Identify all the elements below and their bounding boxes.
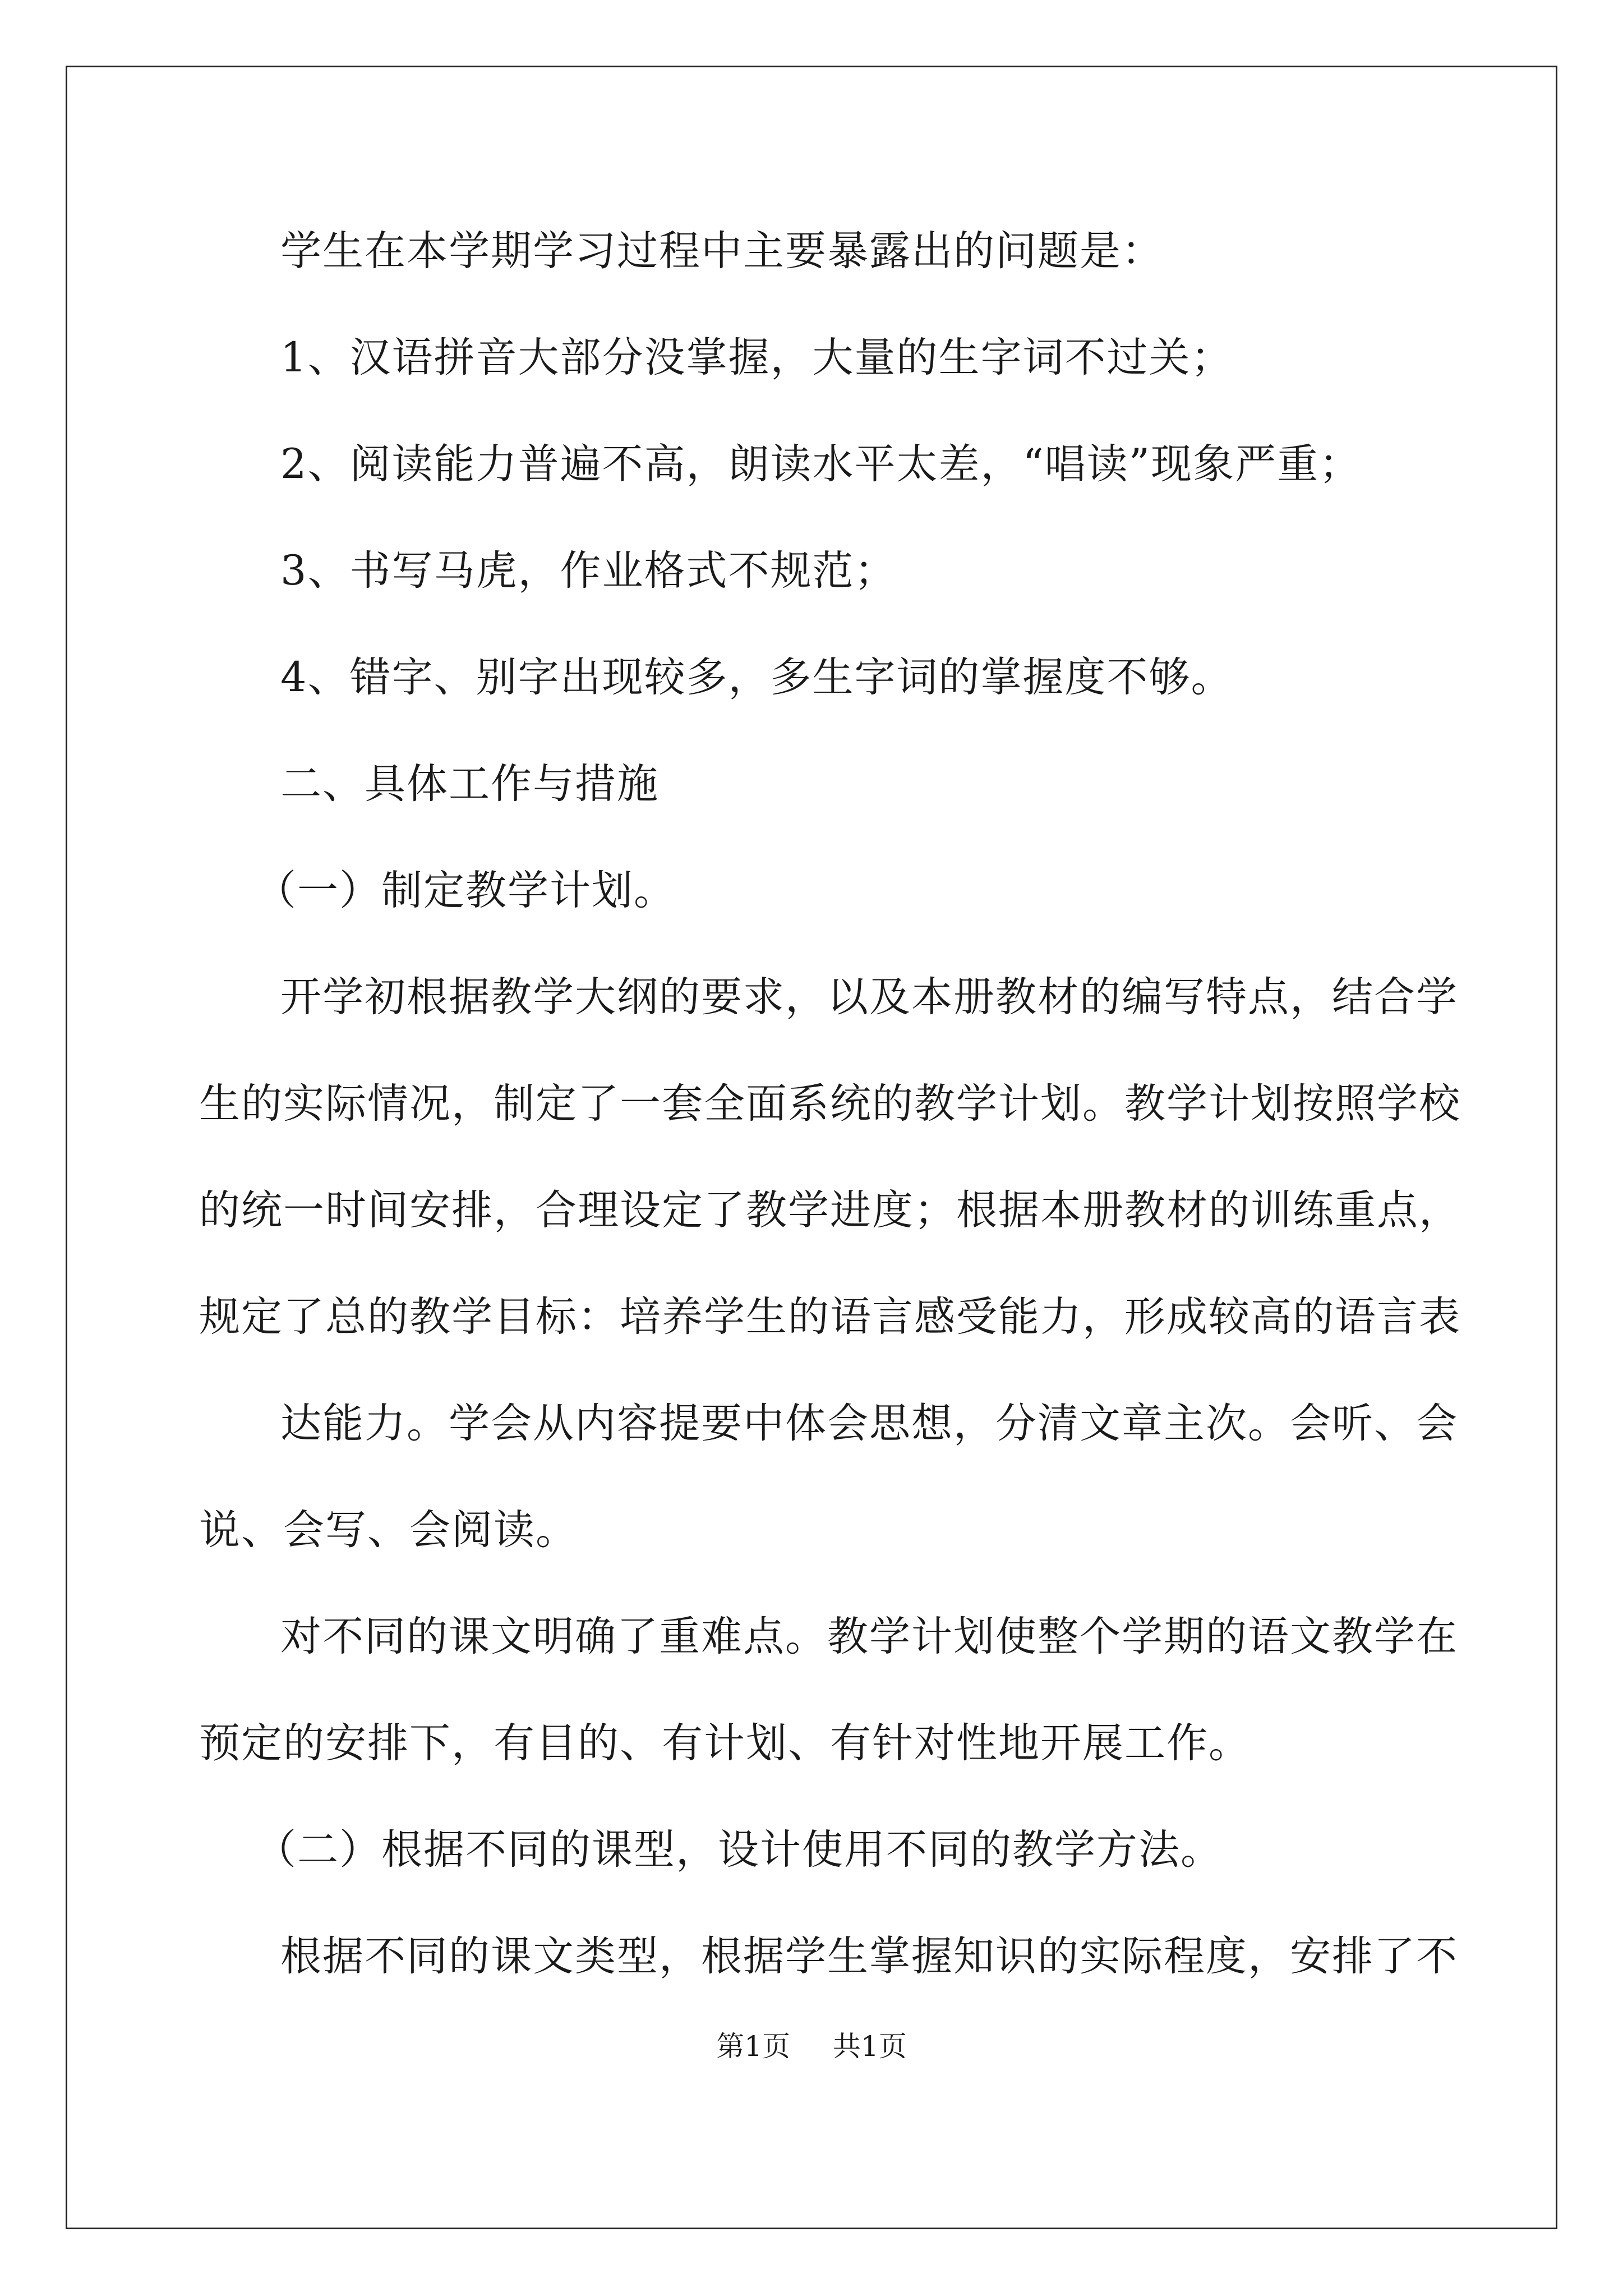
paragraph-line: 预定的安排下，有目的、有计划、有针对性地开展工作。	[199, 1719, 1251, 1767]
paragraph-line: 规定了总的教学目标：培养学生的语言感受能力，形成较高的语言表	[199, 1293, 1461, 1341]
subsection-heading: （一）制定教学计划。	[255, 867, 676, 914]
subsection-heading: （二）根据不同的课型，设计使用不同的教学方法。	[255, 1826, 1223, 1874]
list-item: 2、阅读能力普遍不高，朗读水平太差，“唱读”现象严重；	[280, 440, 1362, 488]
paragraph-line: 生的实际情况，制定了一套全面系统的教学计划。教学计划按照学校	[199, 1080, 1461, 1128]
paragraph-line: 对不同的课文明确了重难点。教学计划使整个学期的语文教学在	[280, 1613, 1458, 1660]
paragraph-line: 的统一时间安排，合理设定了教学进度；根据本册教材的训练重点，	[199, 1186, 1461, 1234]
paragraph-line: 开学初根据教学大纲的要求，以及本册教材的编写特点，结合学	[280, 973, 1458, 1021]
paragraph-line: 说、会写、会阅读。	[199, 1506, 578, 1554]
paragraph-line: 达能力。学会从内容提要中体会思想，分清文章主次。会听、会	[280, 1400, 1458, 1447]
section-heading: 二、具体工作与措施	[280, 760, 659, 808]
list-item: 4、错字、别字出现较多，多生字词的掌握度不够。	[280, 654, 1233, 701]
page-footer	[0, 2030, 1623, 2063]
paragraph-line: 学生在本学期学习过程中主要暴露出的问题是：	[280, 227, 1164, 275]
list-item: 3、书写马虎，作业格式不规范；	[280, 547, 897, 595]
page-total: 共1页	[832, 2030, 907, 2063]
list-item: 1、汉语拼音大部分没掌握，大量的生字词不过关；	[280, 334, 1233, 381]
paragraph-line: 根据不同的课文类型，根据学生掌握知识的实际程度，安排了不	[280, 1932, 1458, 1980]
page-number: 第1页	[716, 2030, 791, 2063]
